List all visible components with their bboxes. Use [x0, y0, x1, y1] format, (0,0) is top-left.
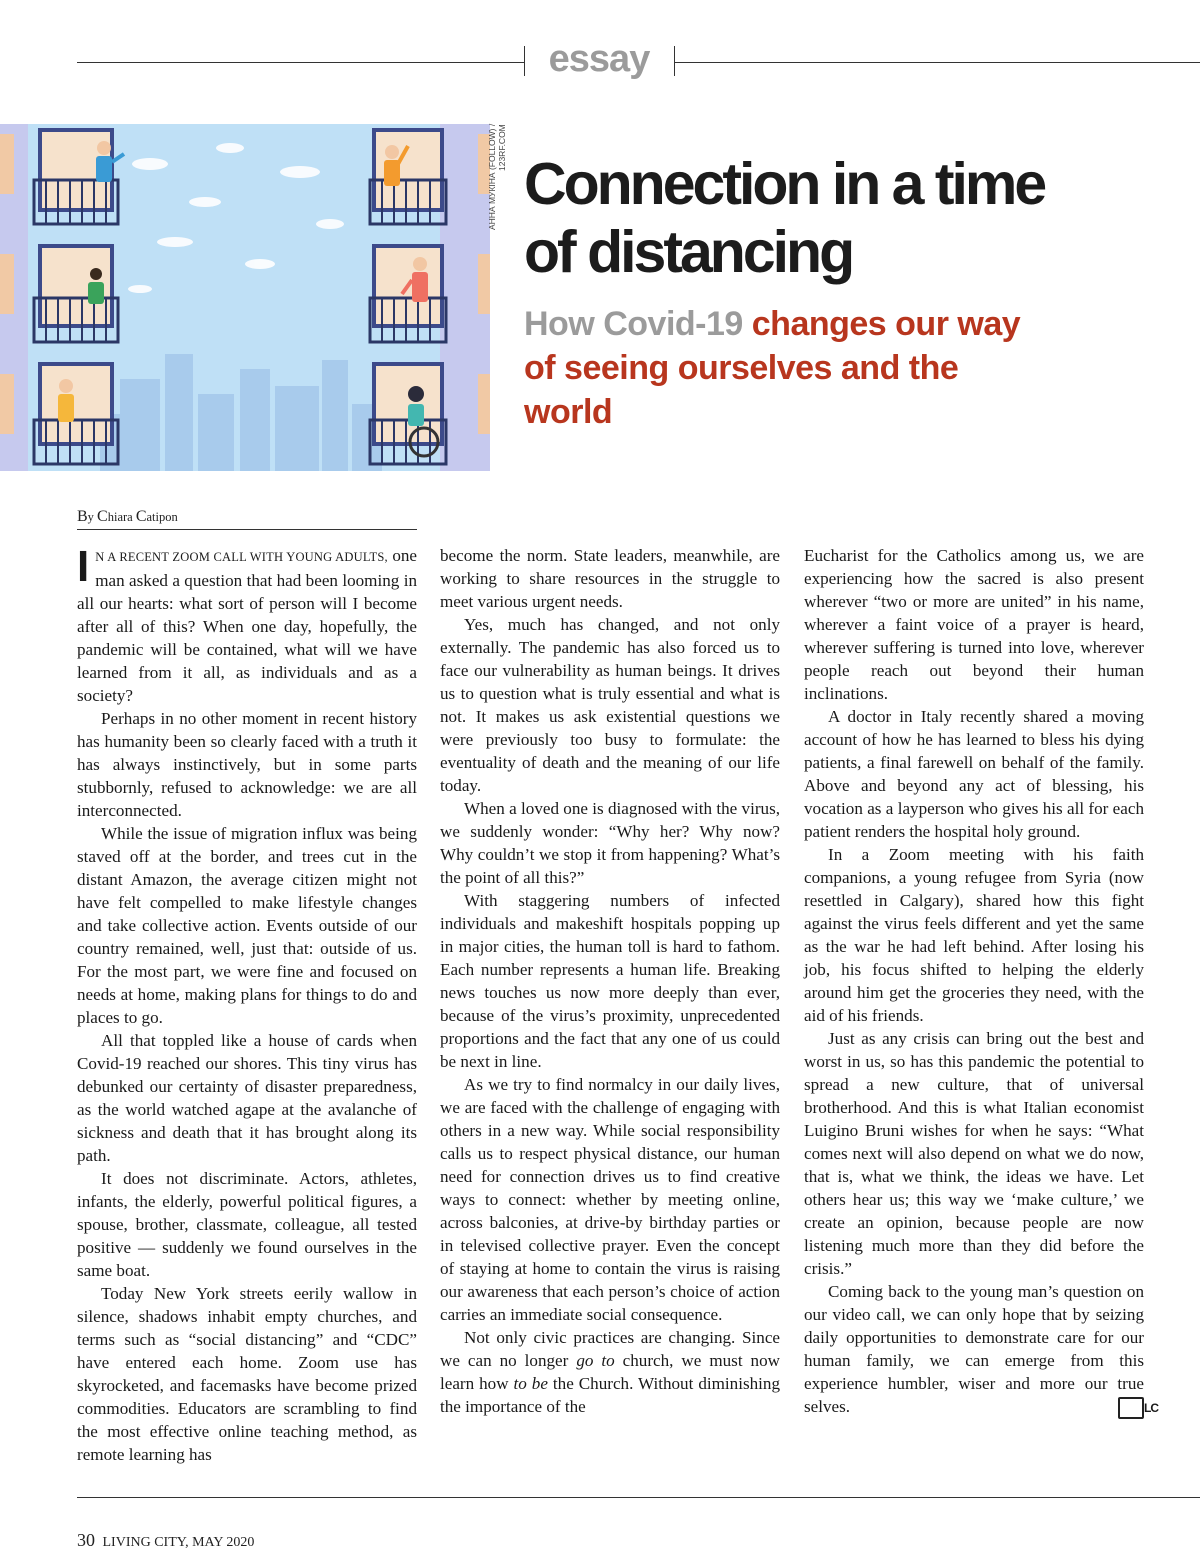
- paragraph-1-text: one man asked a question that had been looming in all our hearts: what sort of person will I become after all of this? When one day, hopefully, the pandemic will be contained, what will we have learned from it all, as individuals and as a society?: [77, 546, 417, 705]
- byline: [77, 508, 417, 530]
- paragraph-13: In a Zoom meeting with his faith companions, a young refugee from Syria (now resettled in Calgary), shared how this fight against the virus feels different and yet the same as the war he had left behind. After losing his job, his focus shifted to helping the elderly around him get the groceries they need, with the aid of his friends.: [804, 845, 1144, 1025]
- article-subtitle: [524, 302, 1024, 434]
- publication-name: LIVING CITY, MAY 2020: [102, 1535, 255, 1550]
- paragraph-14: Just as any crisis can bring out the best and worst in us, so has this pandemic the potential to spread a new culture, that of universal brotherhood. And this is what Italian economist Luigino Bruni wishes for when he says: “What comes next will also depend on what we do now, that is, what we think, the ideas we have. Let others hear us; this way we ‘make culture,’ we create an opinion, because people are now listening much more than they did before the crisis.”: [804, 1029, 1144, 1278]
- header-rule-right: [674, 62, 1200, 63]
- byline-by-initial: B: [77, 508, 88, 525]
- paragraph-9: With staggering numbers of infected individuals and makeshift hospitals popping up in major cities, the human toll is hard to fathom. Each number represents a human life. Breaking news touches us now more deeply than ever, because of the virus’s proximity, unprecedented proportions and the fact that any one of us could be next in line.: [440, 891, 780, 1071]
- column-2: [440, 544, 780, 1418]
- paragraph-5: It does not discriminate. Actors, athletes, infants, the elderly, powerful political figures, a spouse, brother, classmate, colleague, all tested positive — suddenly we found ourselves in the same boat.: [77, 1169, 417, 1280]
- paragraph-10: As we try to find normalcy in our daily lives, we are faced with the challenge of engaging with others in a new way. While social responsibility calls us to respect physical distance, our human need for connection drives us to find creative ways to connect: whether by meeting online, across balconies, at drive-by birthday parties or in televised collective prayer. Even the concept of staying at home to contain the virus is raising our awareness that each person’s choice of action carries an immediate social consequence.: [440, 1075, 780, 1324]
- subtitle-grey: How Covid-19: [524, 305, 743, 343]
- lead-in: N A RECENT ZOOM CALL WITH YOUNG ADULTS,: [95, 550, 388, 564]
- paragraph-8: When a loved one is diagnosed with the virus, we suddenly wonder: “Why her? Why now? Why couldn’t we stop it from happening? What’s the point of all this?”: [440, 799, 780, 887]
- section-label: essay: [548, 38, 650, 80]
- paragraph-7: Yes, much has changed, and not only externally. The pandemic has also forced us to face our vulnerability as human beings. It drives us to question what is truly essential and what is not. It makes us ask existential questions we were previously too busy to formulate: the eventuality of death and the meaning of our life today.: [440, 615, 780, 795]
- header-tick-right: [674, 46, 675, 76]
- paragraph-15-text: Coming back to the young man’s question on our video call, we can only hope that by seizing daily opportunities to demonstrate care for our human family, we can emerge from this experience humbler, wiser and more our true selves.: [804, 1282, 1144, 1416]
- article-title: Connection in a time of distancing: [524, 151, 1045, 285]
- column-3: [804, 544, 1158, 1419]
- balcony-illustration: [0, 124, 490, 471]
- paragraph-1: [77, 544, 417, 707]
- column-1: [77, 544, 417, 1466]
- paragraph-11: [440, 1326, 780, 1418]
- folio: [77, 1530, 254, 1551]
- end-mark-logo: LC: [1118, 1397, 1144, 1419]
- paragraph-11-continued: Eucharist for the Catholics among us, we are experiencing how the sacred is also present wherever “two or more are united” in his name, wherever a faint voice of a prayer is heard, wherever suffering is turned into love, wherever people reach out beyond their human inclinations.: [804, 546, 1144, 703]
- header-rule-left: [77, 62, 524, 63]
- page-number: 30: [77, 1530, 95, 1550]
- byline-last-rest: atipon: [146, 510, 178, 524]
- p11-part-b: church, we must now learn how: [440, 1351, 780, 1393]
- paragraph-6: Today New York streets eerily wallow in silence, shadows inhabit empty churches, and terms such as “social distancing” and “CDC” have entered each home. Zoom use has skyrocketed, and facemasks have become prized commodities. Educators are scrambling to find the most effective online teaching method, as remote learning has: [77, 1284, 417, 1464]
- byline-first-rest: hiara: [107, 510, 136, 524]
- p11-part-a: Not only civic practices are changing. Since we can no longer: [440, 1328, 780, 1370]
- paragraph-3: While the issue of migration influx was being staved off at the border, and trees cut in the distant Amazon, the average citizen might not have felt compelled to make lifestyle changes and take collective action. Events outside of our country remained, well, just that: outside of us. For the most part, we were fine and focused on needs at home, making plans for things to do and places to go.: [77, 824, 417, 1027]
- p11-emphasis-2: to be: [513, 1374, 548, 1393]
- footer-rule: [77, 1497, 1200, 1498]
- byline-last-initial: C: [135, 508, 147, 525]
- p11-emphasis-1: go to: [576, 1351, 615, 1370]
- paragraph-2: Perhaps in no other moment in recent history has humanity been so clearly faced with a truth it has always instinctively, but in some parts stubbornly, refused to acknowledge: we are all interconnected.: [77, 709, 417, 820]
- paragraph-6-continued: become the norm. State leaders, meanwhile, are working to share resources in the struggle to meet various urgent needs.: [440, 546, 780, 611]
- byline-by-rest: y: [87, 510, 98, 524]
- paragraph-15: [804, 1280, 1158, 1418]
- drop-cap: I: [77, 542, 90, 591]
- byline-first-initial: C: [97, 508, 108, 525]
- paragraph-4: All that toppled like a house of cards when Covid-19 reached our shores. This tiny virus has debunked our certainty of disaster preparedness, as the world watched agape at the avalanche of sickness and death that it has brought along its path.: [77, 1031, 417, 1165]
- subtitle-red: changes our way of seeing ourselves and the world: [524, 305, 1021, 431]
- photo-credit: АННА МУКІНА (FOLLOW) / 123RF.COM: [487, 124, 507, 231]
- p11-part-c: the Church. Without diminishing the importance of the: [440, 1374, 781, 1416]
- paragraph-12: A doctor in Italy recently shared a moving account of how he has learned to bless his dying patients, a final farewell on behalf of the family. Above and beyond any act of blessing, his vocation as a layperson who gives his all for each patient renders the hospital holy ground.: [804, 707, 1144, 841]
- header-tick-left: [524, 46, 525, 76]
